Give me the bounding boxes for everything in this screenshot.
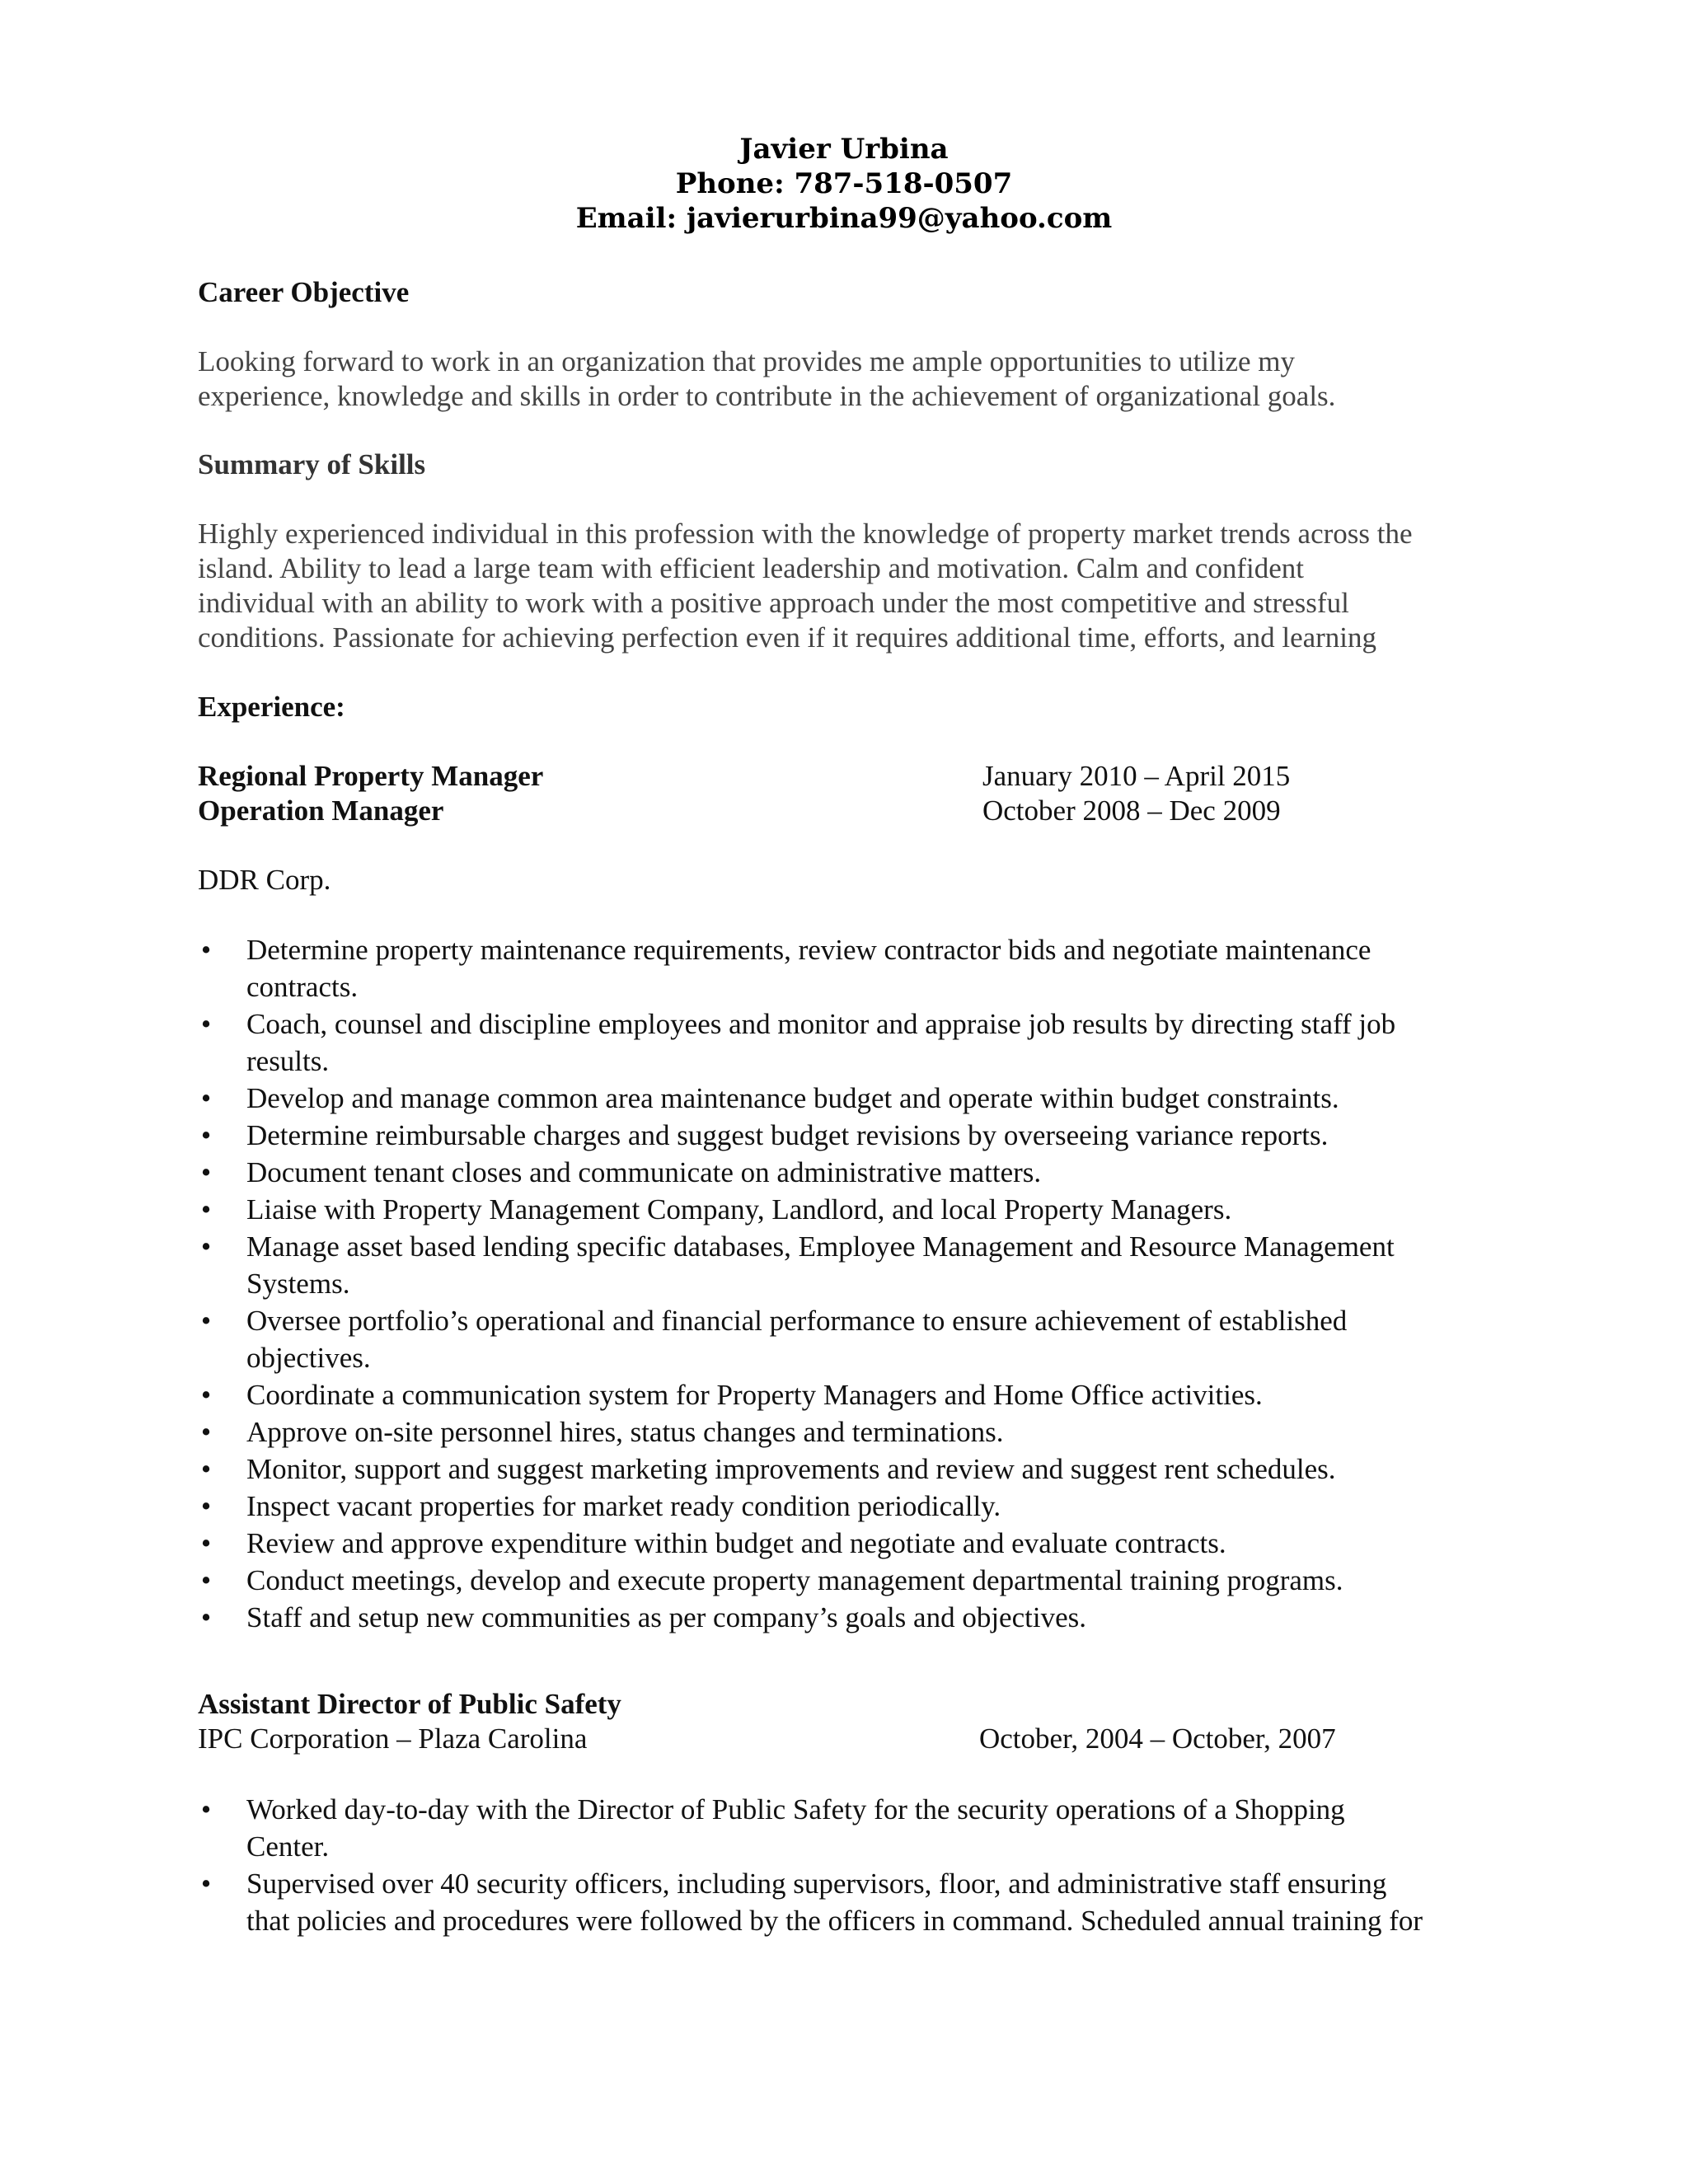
bullet-line: Inspect vacant properties for market ready condition periodically. [246,1490,1001,1522]
bullet-text [246,1488,1500,1525]
bullet-icon: • [200,1564,212,1596]
bullet-line: results. [246,1045,330,1077]
bullet-item [198,1228,1500,1302]
bullet-line: Monitor, support and suggest marketing improvements and review and suggest rent schedules. [246,1453,1336,1485]
job1-company: DDR Corp. [198,864,331,896]
bullet-item [198,1525,1500,1562]
bullet-icon: • [200,1453,212,1485]
job1-title2: Operation Manager [198,794,444,827]
bullet-text [246,1376,1500,1413]
bullet-text [246,1865,1500,1939]
bullet-line: Coordinate a communication system for Property Managers and Home Office activities. [246,1379,1263,1411]
bullet-text [246,1451,1500,1488]
bullet-icon: • [200,1793,212,1825]
bullet-icon: • [200,1230,212,1263]
bullet-text [246,1413,1500,1451]
bullet-line: Determine reimbursable charges and suggest budget revisions by overseeing variance reports. [246,1119,1329,1151]
job1-bullet-list [198,931,1500,1636]
bullet-icon: • [200,1527,212,1559]
summary-text [198,517,1484,655]
career-objective-text [198,344,1484,414]
bullet-text [246,1302,1500,1376]
summary-line: Highly experienced individual in this profession with the knowledge of property market trends across the [198,518,1413,550]
bullet-line: that policies and procedures were followed by the officers in command. Scheduled annual training for [246,1905,1423,1937]
bullet-item [198,1413,1500,1451]
bullet-item [198,1117,1500,1154]
summary-line: conditions. Passionate for achieving perfection even if it requires additional time, efforts, and learning [198,621,1377,654]
career-objective-line: Looking forward to work in an organization that provides me ample opportunities to utilize my [198,345,1296,377]
bullet-line: Document tenant closes and communicate on administrative matters. [246,1156,1042,1188]
bullet-text [246,1154,1500,1191]
job2-bullet-list [198,1791,1500,1939]
bullet-icon: • [200,1868,212,1900]
bullet-line: Approve on-site personnel hires, status changes and terminations. [246,1416,1004,1448]
bullet-text [246,1005,1500,1080]
bullet-line: Center. [246,1830,330,1863]
bullet-item [198,1562,1500,1599]
experience-heading: Experience: [198,691,345,723]
bullet-item [198,931,1500,1005]
bullet-text [246,1791,1500,1865]
candidate-phone: Phone: 787-518-0507 [675,167,1013,200]
bullet-item [198,1451,1500,1488]
bullet-line: Worked day-to-day with the Director of Public Safety for the security operations of a Shopping [246,1793,1345,1825]
bullet-item [198,1599,1500,1636]
bullet-icon: • [200,934,212,966]
bullet-line: Staff and setup new communities as per company’s goals and objectives. [246,1601,1086,1633]
summary-line: individual with an ability to work with a positive approach under the most competitive and stressful [198,587,1349,619]
bullet-line: Coach, counsel and discipline employees and monitor and appraise job results by directing staff job [246,1008,1396,1040]
bullet-text [246,931,1500,1005]
bullet-item [198,1376,1500,1413]
bullet-icon: • [200,1379,212,1411]
bullet-item [198,1488,1500,1525]
bullet-icon: • [200,1008,212,1040]
bullet-icon: • [200,1601,212,1633]
bullet-text [246,1117,1500,1154]
bullet-item [198,1302,1500,1376]
bullet-text [246,1562,1500,1599]
bullet-line: Supervised over 40 security officers, including supervisors, floor, and administrative staff ensuring [246,1868,1387,1900]
summary-heading: Summary of Skills [198,448,426,480]
bullet-text [246,1228,1500,1302]
bullet-line: Manage asset based lending specific databases, Employee Management and Resource Management [246,1230,1395,1263]
bullet-text [246,1599,1500,1636]
bullet-line: Systems. [246,1268,350,1300]
bullet-line: Conduct meetings, develop and execute property management departmental training programs. [246,1564,1343,1596]
bullet-line: Develop and manage common area maintenance budget and operate within budget constraints. [246,1082,1339,1114]
bullet-icon: • [200,1490,212,1522]
bullet-icon: • [200,1305,212,1337]
job1-dates1: January 2010 – April 2015 [982,760,1291,792]
candidate-email: Email: javierurbina99@yahoo.com [575,202,1113,235]
job2-company: IPC Corporation – Plaza Carolina [198,1722,588,1755]
bullet-icon: • [200,1119,212,1151]
summary-line: island. Ability to lead a large team with efficient leadership and motivation. Calm and confident [198,552,1304,584]
bullet-line: objectives. [246,1342,371,1374]
bullet-icon: • [200,1193,212,1226]
bullet-item [198,1154,1500,1191]
bullet-item [198,1080,1500,1117]
bullet-line: Liaise with Property Management Company, Landlord, and local Property Managers. [246,1193,1232,1226]
resume-header [0,132,1688,236]
bullet-item [198,1791,1500,1865]
bullet-item [198,1191,1500,1228]
bullet-item [198,1865,1500,1939]
candidate-name: Javier Urbina [739,133,949,166]
bullet-text [246,1080,1500,1117]
bullet-text [246,1525,1500,1562]
job1-dates2: October 2008 – Dec 2009 [982,794,1281,827]
job1-title1: Regional Property Manager [198,760,544,792]
bullet-icon: • [200,1416,212,1448]
bullet-icon: • [200,1082,212,1114]
career-objective-heading: Career Objective [198,276,410,308]
bullet-line: Oversee portfolio’s operational and financial performance to ensure achievement of established [246,1305,1348,1337]
job2-title: Assistant Director of Public Safety [198,1688,621,1720]
job2-dates: October, 2004 – October, 2007 [979,1722,1336,1755]
bullet-line: Review and approve expenditure within budget and negotiate and evaluate contracts. [246,1527,1226,1559]
bullet-line: contracts. [246,971,359,1003]
bullet-item [198,1005,1500,1080]
career-objective-line: experience, knowledge and skills in order to contribute in the achievement of organizational goals. [198,380,1336,412]
bullet-icon: • [200,1156,212,1188]
bullet-text [246,1191,1500,1228]
bullet-line: Determine property maintenance requirements, review contractor bids and negotiate maintenance [246,934,1372,966]
